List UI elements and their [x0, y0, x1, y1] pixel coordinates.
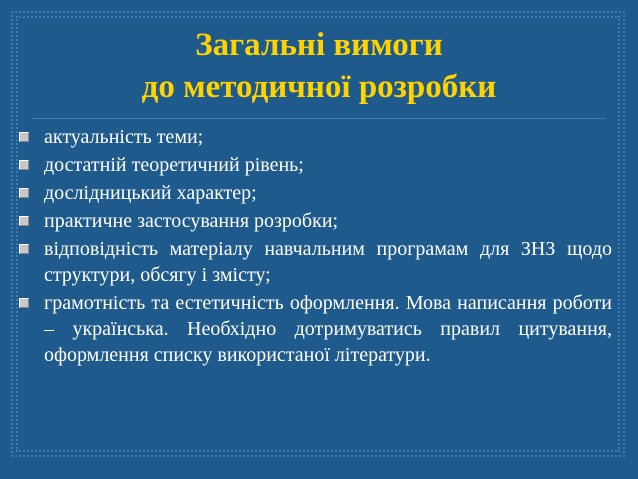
title-divider: [32, 118, 606, 119]
list-item-text: актуальність теми;: [44, 126, 204, 148]
list-item-text: достатній теоретичний рівень;: [44, 154, 304, 176]
list-item-text: відповідність матеріалу навчальним програмам для ЗНЗ щодо структури, обсягу і змісту;: [44, 238, 612, 286]
list-item: [16, 180, 612, 206]
list-item: [16, 208, 612, 234]
list-item-text: грамотність та естетичність оформлення. Мова написання роботи – українська. Необхідно дотримуватись правил цитування, оформлення списку використаної літератури.: [44, 292, 612, 366]
slide-content: [16, 124, 612, 370]
slide-title: [0, 24, 638, 108]
list-item-text: дослідницький характер;: [44, 182, 257, 204]
title-line-2: до методичної розробки: [141, 69, 497, 105]
list-item: [16, 290, 612, 368]
square-bullet-icon: [19, 216, 29, 226]
requirements-list: [16, 124, 612, 368]
square-bullet-icon: [19, 298, 29, 308]
list-item: [16, 152, 612, 178]
square-bullet-icon: [19, 188, 29, 198]
square-bullet-icon: [19, 160, 29, 170]
list-item-text: практичне застосування розробки;: [44, 210, 339, 232]
list-item: [16, 236, 612, 288]
title-line-1: Загальні вимоги: [195, 27, 443, 63]
square-bullet-icon: [19, 244, 29, 254]
list-item: [16, 124, 612, 150]
square-bullet-icon: [19, 132, 29, 142]
